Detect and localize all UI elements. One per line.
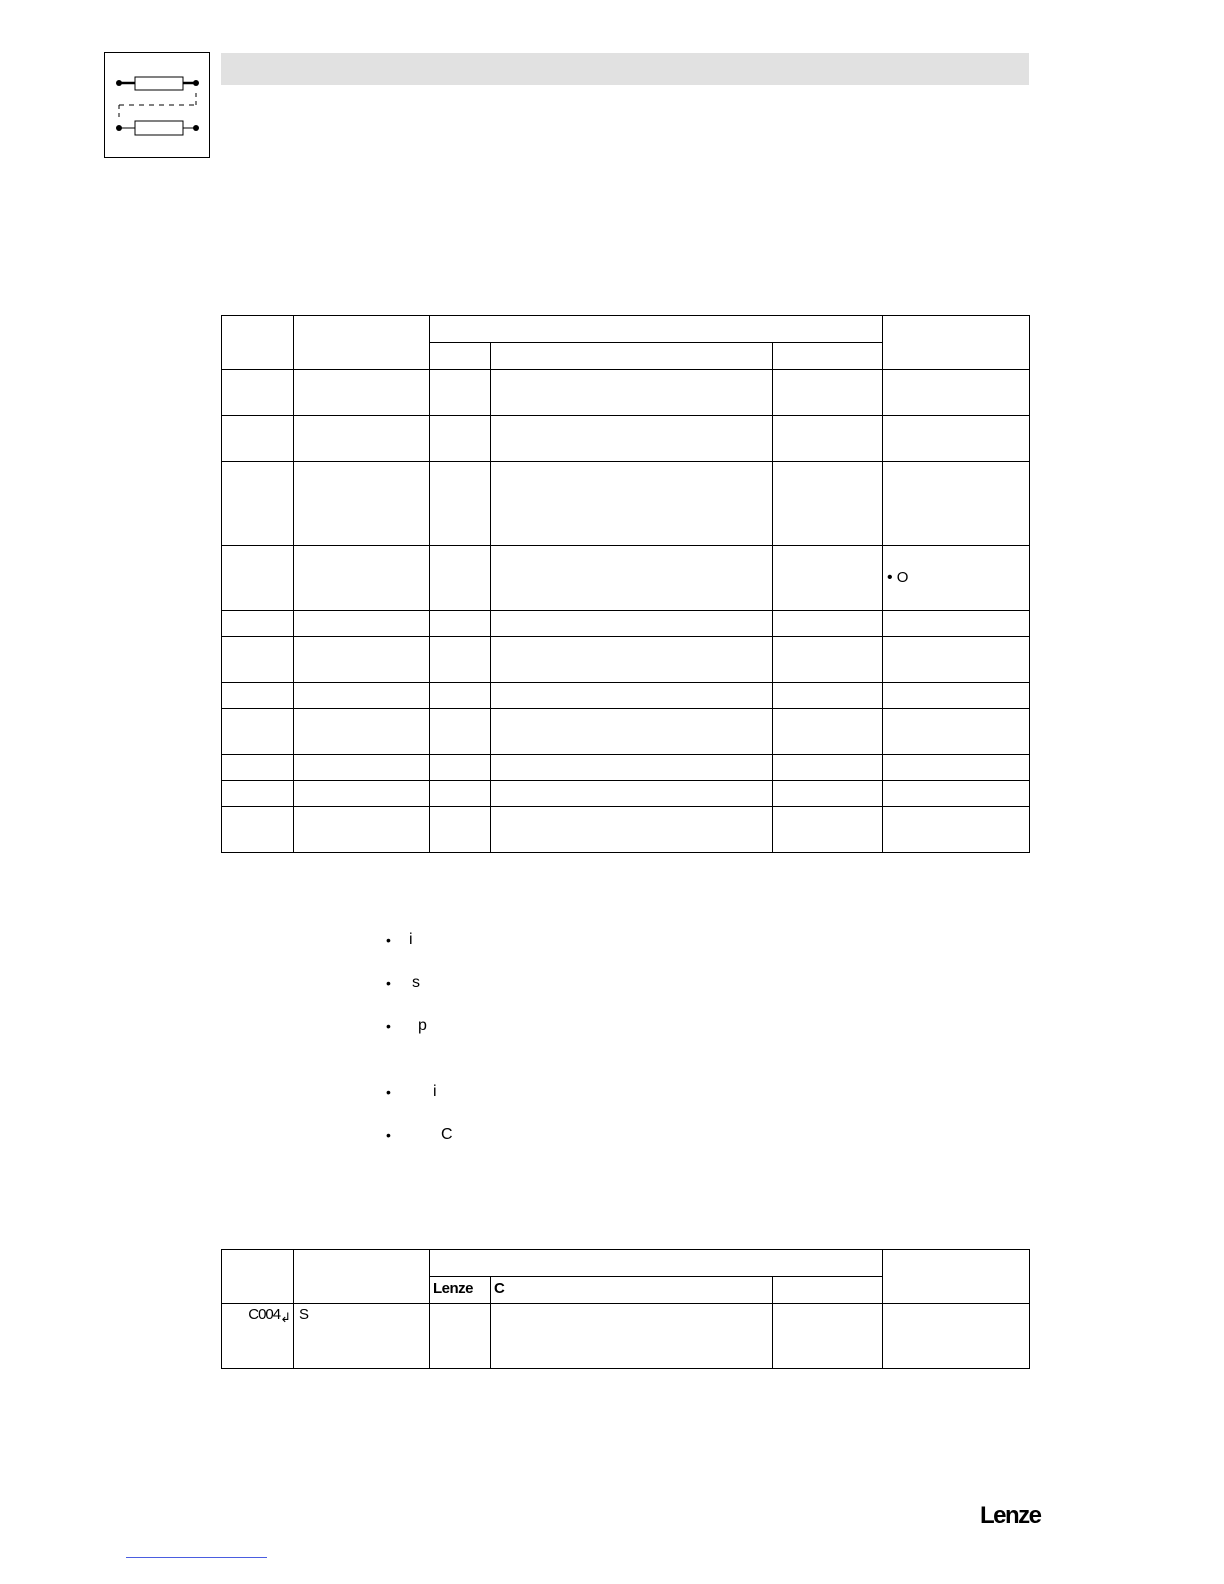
bullet-marker: • <box>386 1084 391 1100</box>
c-column-header: C <box>491 1277 773 1304</box>
code-text: C004 <box>248 1306 281 1323</box>
table-row <box>222 637 1030 683</box>
bullet-marker: • <box>386 1127 391 1143</box>
bullet-text: s <box>412 974 420 991</box>
return-arrow-icon: ↲ <box>280 1310 290 1325</box>
table-row <box>222 462 1030 546</box>
table-row <box>222 709 1030 755</box>
bullet-dot: • <box>887 569 893 586</box>
header-bar <box>221 53 1029 85</box>
bullet-marker: • <box>386 1018 391 1034</box>
table-row <box>222 370 1030 416</box>
footer-rule <box>126 1557 267 1558</box>
code-table-2 <box>221 1249 1030 1369</box>
code-table-1 <box>221 315 1030 853</box>
name-cell: S <box>294 1304 430 1369</box>
table-header-row <box>222 316 1030 343</box>
lenze-logo: Lenze <box>980 1502 1041 1529</box>
table-row <box>222 1304 1030 1369</box>
table-row <box>222 781 1030 807</box>
bullet-text: i <box>409 931 413 948</box>
code-cell <box>222 1304 294 1369</box>
table-row <box>222 546 1030 611</box>
bullet-marker: • <box>386 975 391 991</box>
table-row <box>222 807 1030 853</box>
option-text: O <box>896 569 909 586</box>
table-row <box>222 755 1030 781</box>
bullet-marker: • <box>386 932 391 948</box>
table-row <box>222 611 1030 637</box>
bullet-text: C <box>441 1126 453 1143</box>
circuit-schematic-icon <box>104 52 210 158</box>
bullet-text: i <box>433 1083 437 1100</box>
table-header-row <box>222 1250 1030 1277</box>
lenze-column-header: Lenze <box>430 1277 491 1304</box>
bullet-text: p <box>418 1017 427 1034</box>
table-row <box>222 683 1030 709</box>
option-cell <box>883 546 1030 611</box>
table-row <box>222 416 1030 462</box>
